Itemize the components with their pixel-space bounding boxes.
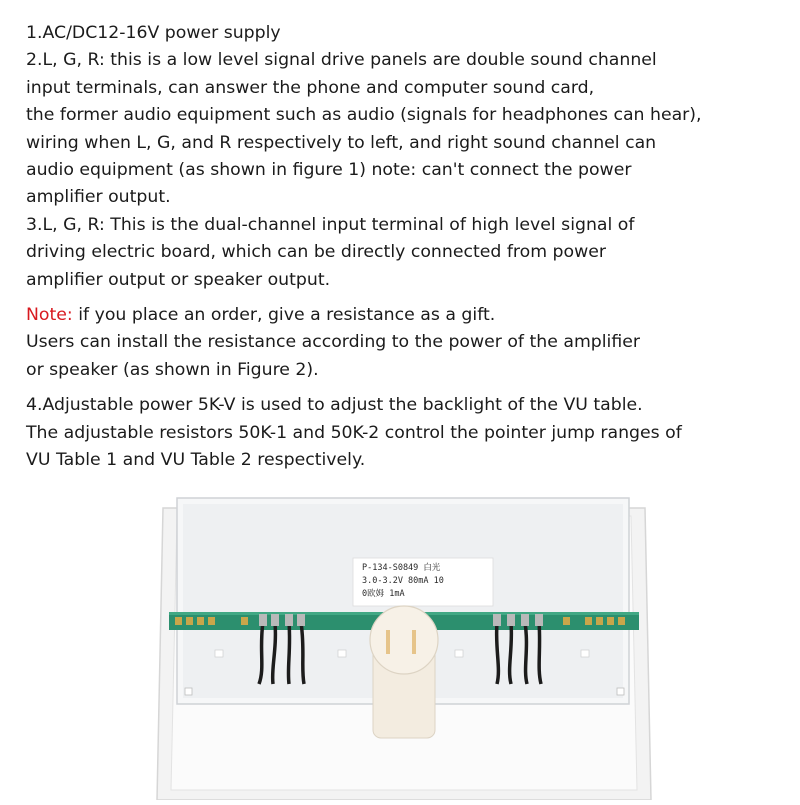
- wire-lead: [539, 622, 541, 684]
- para-2-line-5: audio equipment (as shown in figure 1) note: can't connect the power: [26, 160, 632, 181]
- wire-ferrule: [493, 614, 501, 626]
- wire-ferrule: [259, 614, 267, 626]
- para-4-line-1: 4.Adjustable power 5K-V is used to adjust the backlight of the VU table.: [26, 395, 643, 416]
- wire-lead: [497, 622, 499, 684]
- solder-pad: [585, 617, 592, 625]
- led: [338, 650, 346, 657]
- solder-pad: [607, 617, 614, 625]
- bulb-socket: [370, 606, 438, 674]
- vu-meter-illustration: [155, 490, 653, 800]
- description-text: [26, 20, 786, 475]
- para-2-line-3: the former audio equipment such as audio (signals for headphones can hear),: [26, 105, 702, 126]
- solder-pad: [596, 617, 603, 625]
- paragraph-spacer: [26, 384, 786, 392]
- para-2-line-6: amplifier output.: [26, 187, 171, 208]
- para-2-line-2: input terminals, can answer the phone and computer sound card,: [26, 77, 595, 98]
- note-text: if you place an order, give a resistance as a gift.: [72, 305, 496, 326]
- bulb-pin: [412, 630, 416, 654]
- solder-pad: [208, 617, 215, 625]
- led: [215, 650, 223, 657]
- label-line-3: 0欧姆 1mA: [362, 589, 405, 599]
- wire-lead: [288, 622, 289, 684]
- mounting-clip: [617, 688, 624, 695]
- para-4-line-2: The adjustable resistors 50K-1 and 50K-2 control the pointer jump ranges of: [26, 422, 682, 443]
- solder-pad: [241, 617, 248, 625]
- led: [581, 650, 589, 657]
- label-line-1: P-134-S0849 白光: [362, 563, 441, 573]
- para-3-line-3: amplifier output or speaker output.: [26, 269, 331, 290]
- label-line-2: 3.0-3.2V 80mA 10: [362, 576, 444, 586]
- wire-lead: [301, 622, 304, 684]
- solder-pad: [197, 617, 204, 625]
- note-line-2: Users can install the resistance according to the power of the amplifier: [26, 332, 640, 353]
- para-3-line-1: 3.L, G, R: This is the dual-channel input terminal of high level signal of: [26, 214, 635, 235]
- wire-ferrule: [507, 614, 515, 626]
- wire-ferrule: [521, 614, 529, 626]
- wire-lead: [510, 622, 512, 684]
- bulb-pin: [386, 630, 390, 654]
- solder-pad: [186, 617, 193, 625]
- para-4-line-3: VU Table 1 and VU Table 2 respectively.: [26, 450, 366, 471]
- para-1: 1.AC/DC12-16V power supply: [26, 23, 281, 43]
- mounting-clip: [185, 688, 192, 695]
- para-3-line-2: driving electric board, which can be directly connected from power: [26, 242, 606, 263]
- para-2-line-4: wiring when L, G, and R respectively to left, and right sound channel can: [26, 132, 657, 153]
- wire-ferrule: [297, 614, 305, 626]
- led: [455, 650, 463, 657]
- vu-meter-back-photo: [155, 490, 653, 800]
- para-2-line-1: 2.L, G, R: this is a low level signal drive panels are double sound channel: [26, 50, 657, 71]
- solder-pad: [563, 617, 570, 625]
- wire-ferrule: [535, 614, 543, 626]
- wire-ferrule: [271, 614, 279, 626]
- note-line-3: or speaker (as shown in Figure 2).: [26, 359, 319, 380]
- wire-lead: [525, 622, 527, 684]
- note-line-1: [26, 302, 786, 329]
- solder-pad: [175, 617, 182, 625]
- wire-ferrule: [285, 614, 293, 626]
- note-label: Note:: [26, 305, 73, 326]
- paragraph-spacer: [26, 294, 786, 302]
- solder-pad: [618, 617, 625, 625]
